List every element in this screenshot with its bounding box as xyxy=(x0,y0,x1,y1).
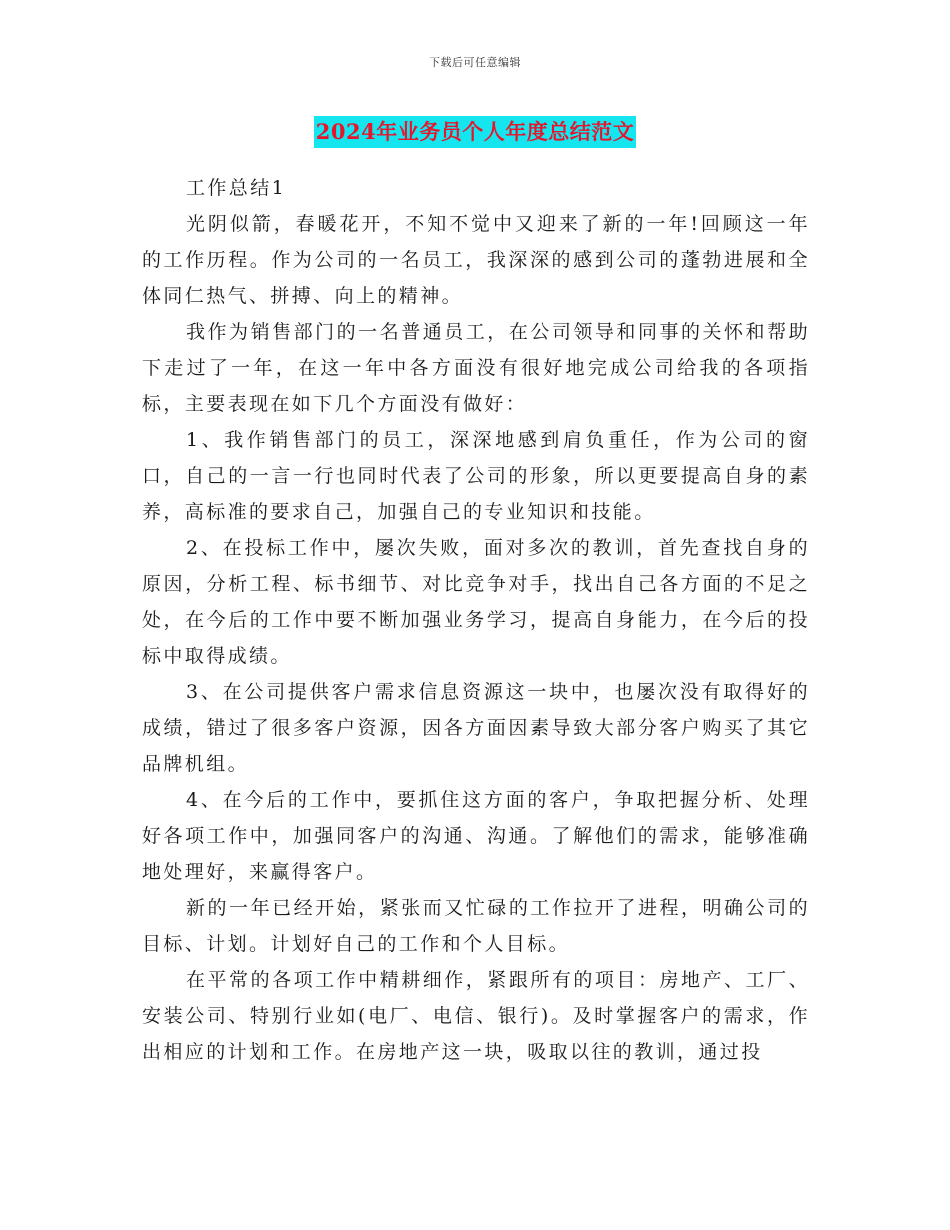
header-note: 下载后可任意编辑 xyxy=(429,56,521,69)
paragraph: 2、在投标工作中，屡次失败，面对多次的教训，首先查找自身的原因，分析工程、标书细节、对比竞争对手，找出自己各方面的不足之处，在今后的工作中要不断加强业务学习，提高自身能力，在今后的投标中取得成绩。 xyxy=(142,537,810,667)
paragraph: 光阴似箭，春暖花开，不知不觉中又迎来了新的一年!回顾这一年的工作历程。作为公司的一名员工，我深深的感到公司的蓬勃进展和全体同仁热气、拼搏、向上的精神。 xyxy=(142,213,810,307)
paragraph: 1、我作销售部门的员工，深深地感到肩负重任，作为公司的窗口，自己的一言一行也同时代表了公司的形象，所以更要提高自身的素养，高标准的要求自己，加强自己的专业知识和技能。 xyxy=(142,429,810,523)
document-body xyxy=(142,170,810,1070)
paragraph-section-heading: 工作总结1 xyxy=(186,177,287,199)
title-container xyxy=(0,116,950,148)
paragraph: 4、在今后的工作中，要抓住这方面的客户，争取把握分析、处理好各项工作中，加强同客户的沟通、沟通。了解他们的需求，能够准确地处理好，来赢得客户。 xyxy=(142,789,810,883)
paragraph: 在平常的各项工作中精耕细作，紧跟所有的项目：房地产、工厂、安装公司、特别行业如(电厂、电信、银行)。及时掌握客户的需求，作出相应的计划和工作。在房地产这一块，吸取以往的教训，通过投 xyxy=(142,969,810,1063)
paragraph: 新的一年已经开始，紧张而又忙碌的工作拉开了进程，明确公司的目标、计划。计划好自己的工作和个人目标。 xyxy=(142,897,810,955)
paragraph: 3、在公司提供客户需求信息资源这一块中，也屡次没有取得好的成绩，错过了很多客户资源，因各方面因素导致大部分客户购买了其它品牌机组。 xyxy=(142,681,810,775)
paragraph: 我作为销售部门的一名普通员工，在公司领导和同事的关怀和帮助下走过了一年，在这一年中各方面没有很好地完成公司给我的各项指标，主要表现在如下几个方面没有做好： xyxy=(142,321,810,415)
document-title: 2024年业务员个人年度总结范文 xyxy=(314,116,636,148)
